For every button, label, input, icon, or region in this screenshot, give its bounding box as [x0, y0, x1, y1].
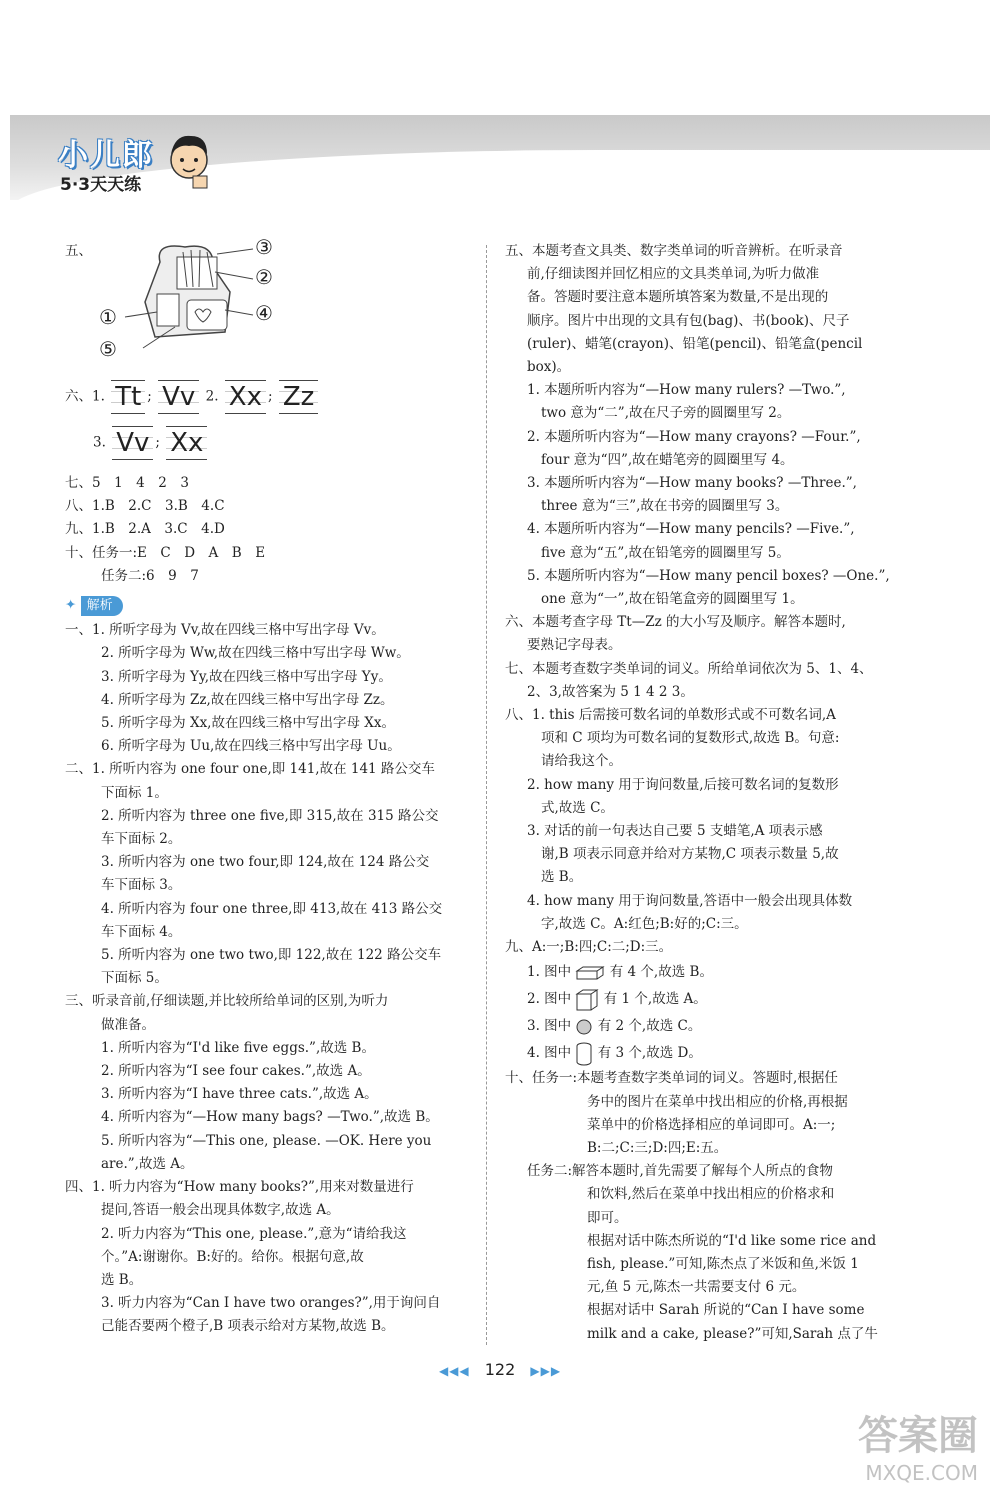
answer-10-task2: 任务二:6 9 7 [101, 567, 199, 584]
left-column [65, 235, 475, 1339]
watermark [858, 1404, 978, 1485]
next-arrows-icon: ▶▶▶ [530, 1364, 562, 1378]
analysis-line: 选 B。 [541, 869, 583, 886]
letter-Vv: Vv [158, 380, 199, 414]
analysis-line: 要熟记字母表。 [527, 637, 622, 654]
bulb-icon: ✦ [65, 597, 77, 614]
shape-item-pre: 2. 图中 [527, 991, 572, 1008]
analysis-line: 元,鱼 5 元,陈杰一共需要支付 6 元。 [587, 1279, 806, 1296]
separator: ; [155, 434, 160, 451]
analysis-line: 提问,答语一般会出现具体数字,故选 A。 [101, 1202, 340, 1219]
analysis-line: 下面标 1。 [101, 784, 168, 801]
analysis-line: two 意为“二”,故在尺子旁的圆圈里写 2。 [541, 405, 791, 422]
analysis-line: 下面标 5。 [101, 970, 168, 987]
callout-2: ② [255, 265, 273, 289]
analysis-line: 3. 所听内容为 one two four,即 124,故在 124 路公交 [101, 854, 430, 871]
analysis-line: 十、任务一:本题考查数字类单词的词义。答题时,根据任 [505, 1070, 838, 1087]
cylinder-icon [575, 1042, 593, 1066]
analysis-line: fish, please.”可知,陈杰点了米饭和鱼,米饭 1 [587, 1255, 859, 1272]
analysis-line: 七、本题考查数字类单词的词义。所给单词依次为 5、1、4、 [505, 660, 873, 677]
callout-1: ① [99, 305, 117, 329]
analysis-line: 5. 所听内容为“—This one, please. —OK. Here you [101, 1132, 432, 1149]
analysis-line: 4. 所听字母为 Zz,故在四线三格中写出字母 Zz。 [101, 691, 394, 708]
analysis-line: 和饮料,然后在菜单中找出相应的价格求和 [587, 1186, 835, 1203]
letter-Xx-2: Xx [166, 426, 207, 460]
separator: ; [147, 388, 152, 405]
analysis-line: 车下面标 4。 [101, 923, 182, 940]
analysis-line: 2. 所听内容为“I see four cakes.”,故选 A。 [101, 1063, 371, 1080]
analysis-label: 解析 [81, 596, 123, 616]
analysis-line: 项和 C 项均为可数名词的复数形式,故选 B。句意: [541, 730, 840, 747]
callout-5: ⑤ [99, 337, 117, 361]
analysis-header [65, 594, 475, 617]
section-6-label: 六、1. [65, 388, 105, 405]
analysis-line: 六、本题考查字母 Tt—Zz 的大小写及顺序。解答本题时, [505, 614, 846, 631]
analysis-line: 谢,B 项表示同意并给对方某物,C 项表示数量 5,故 [541, 846, 839, 863]
shape-item [505, 1013, 905, 1040]
analysis-line: 2. how many 用于询问数量,后接可数名词的复数形 [527, 776, 839, 793]
analysis-line: 2. 所听字母为 Ww,故在四线三格中写出字母 Ww。 [101, 645, 410, 662]
analysis-line: five 意为“五”,故在铅笔旁的圆圈里写 5。 [541, 544, 790, 561]
analysis-line: 三、听录音前,仔细读题,并比较所给单词的区别,为听力 [65, 993, 389, 1010]
analysis-line: milk and a cake, please?”可知,Sarah 点了牛 [587, 1325, 878, 1342]
watermark-brand: 答案圈 [858, 1413, 978, 1459]
analysis-line: 己能否要两个橙子,B 项表示给对方某物,故选 B。 [101, 1318, 395, 1335]
analysis-line: three 意为“三”,故在书旁的圆圈里写 3。 [541, 498, 789, 515]
analysis-line: 2. 本题所听内容为“—How many crayons? —Four.”, [527, 428, 861, 445]
letter-Tt: Tt [111, 380, 145, 414]
sphere-icon [575, 1018, 593, 1036]
analysis-line: 4. 所听内容为 four one three,即 413,故在 413 路公交 [101, 900, 443, 917]
analysis-line: 请给我这个。 [541, 753, 622, 770]
logo-title: 小儿郎 [58, 138, 154, 173]
item-3-label: 3. [93, 434, 106, 451]
shape-item [505, 986, 905, 1013]
letter-Xx: Xx [225, 380, 266, 414]
analysis-line: 即可。 [587, 1209, 628, 1226]
shape-item-post: 有 3 个,故选 D。 [597, 1045, 702, 1062]
analysis-line: 顺序。图片中出现的文具有包(bag)、书(book)、尺子 [527, 312, 850, 329]
analysis-line: 1. 所听内容为“I'd like five eggs.”,故选 B。 [101, 1039, 375, 1056]
analysis-line: 1. 本题所听内容为“—How many rulers? —Two.”, [527, 382, 846, 399]
column-divider [486, 245, 487, 1345]
analysis-line: 3. 听力内容为“Can I have two oranges?”,用于询问自 [101, 1295, 441, 1312]
analysis-line: 2. 所听内容为 three one five,即 315,故在 315 路公交 [101, 807, 439, 824]
analysis-line: 根据对话中 Sarah 所说的“Can I have some [587, 1302, 865, 1319]
shape-item [505, 959, 905, 986]
logo-subtitle: 5·3天天练 [60, 175, 142, 195]
item-2-label: 2. [205, 388, 219, 405]
analysis-line: 任务二:解答本题时,首先需要了解每个人所点的食物 [527, 1163, 833, 1180]
analysis-line: four 意为“四”,故在蜡笔旁的圆圈里写 4。 [541, 451, 794, 468]
letter-Zz: Zz [279, 380, 318, 414]
shape-item-post: 有 4 个,故选 B。 [609, 964, 713, 981]
section-5-label: 五、 [65, 243, 92, 259]
analysis-line: 3. 本题所听内容为“—How many books? —Three.”, [527, 475, 857, 492]
analysis-line: 个。”A:谢谢你。B:好的。给你。根据句意,故 [101, 1248, 364, 1265]
analysis-line: 5. 本题所听内容为“—How many pencil boxes? —One.”, [527, 567, 890, 584]
answer-9: 九、1.B 2.A 3.C 4.D [65, 521, 225, 538]
letter-Vv-2: Vv [112, 426, 153, 460]
answer-7: 七、5 1 4 2 3 [65, 475, 189, 491]
analysis-line: B:二;C:三;D:四;E:五。 [587, 1139, 728, 1156]
analysis-line: 5. 所听字母为 Xx,故在四线三格中写出字母 Xx。 [101, 715, 395, 732]
analysis-line: are.”,故选 A。 [101, 1155, 194, 1172]
analysis-line: 五、本题考查文具类、数字类单词的听音辨析。在听录音 [505, 243, 843, 259]
analysis-line: 4. how many 用于询问数量,答语中一般会出现具体数 [527, 892, 853, 909]
analysis-line: 选 B。 [101, 1271, 143, 1288]
page-number: 122 [484, 1360, 516, 1379]
cuboid-icon [575, 965, 605, 981]
analysis-line: 一、1. 所听字母为 Vv,故在四线三格中写出字母 Vv。 [65, 622, 385, 639]
watermark-url: MXQE.COM [865, 1461, 978, 1485]
callout-4: ④ [255, 301, 273, 325]
analysis-line: 务中的图片在菜单中找出相应的价格,再根据 [587, 1093, 848, 1110]
callout-3: ③ [255, 235, 273, 259]
analysis-line: 2、3,故答案为 5 1 4 2 3。 [527, 683, 694, 700]
analysis-line: box)。 [527, 359, 571, 376]
analysis-line: 车下面标 3。 [101, 877, 182, 894]
shape-item-post: 有 1 个,故选 A。 [603, 991, 707, 1008]
analysis-line: 八、1. this 后需接可数名词的单数形式或不可数名词,A [505, 707, 836, 724]
analysis-line: 4. 本题所听内容为“—How many pencils? —Five.”, [527, 521, 855, 538]
section-6-answer-row2 [65, 426, 475, 472]
separator: ; [268, 388, 273, 405]
analysis-line: 3. 所听字母为 Yy,故在四线三格中写出字母 Yy。 [101, 668, 392, 685]
analysis-line: 车下面标 2。 [101, 831, 182, 848]
answer-10-task1: 十、任务一:E C D A B E [65, 544, 266, 561]
section-6-answer [65, 380, 475, 426]
shape-item [505, 1040, 905, 1067]
shape-item-pre: 3. 图中 [527, 1018, 572, 1035]
analysis-line: 菜单中的价格选择相应的单词即可。A:一; [587, 1116, 836, 1133]
mascot-icon [165, 128, 213, 190]
analysis-line: 九、A:一;B:四;C:二;D:三。 [505, 939, 673, 956]
analysis-line: 2. 听力内容为“This one, please.”,意为“请给我这 [101, 1225, 407, 1242]
analysis-line: 字,故选 C。A:红色;B:好的;C:三。 [541, 915, 748, 932]
analysis-line: 做准备。 [101, 1016, 155, 1033]
answer-8: 八、1.B 2.C 3.B 4.C [65, 498, 225, 515]
cube-icon [575, 988, 599, 1012]
analysis-line: 式,故选 C。 [541, 799, 614, 816]
analysis-line: 3. 对话的前一句表达自己要 5 支蜡笔,A 项表示感 [527, 823, 823, 840]
analysis-line: 根据对话中陈杰所说的“I'd like some rice and [587, 1232, 877, 1249]
shape-item-post: 有 2 个,故选 C。 [597, 1018, 702, 1035]
section-5-answer [65, 235, 475, 361]
analysis-line: 3. 所听内容为“I have three cats.”,故选 A。 [101, 1086, 378, 1103]
analysis-line: 前,仔细读图并回忆相应的文具类单词,为听力做准 [527, 266, 820, 283]
right-column [505, 240, 905, 1346]
analysis-line: 5. 所听内容为 one two two,即 122,故在 122 路公交车 [101, 947, 442, 964]
shape-item-pre: 4. 图中 [527, 1045, 572, 1062]
analysis-line: (ruler)、蜡笔(crayon)、铅笔(pencil)、铅笔盒(pencil [527, 335, 863, 352]
analysis-line: 四、1. 听力内容为“How many books?”,用来对数量进行 [65, 1179, 414, 1196]
analysis-line: 4. 所听内容为“—How many bags? —Two.”,故选 B。 [101, 1109, 439, 1126]
shape-item-pre: 1. 图中 [527, 964, 572, 981]
analysis-line: 6. 所听字母为 Uu,故在四线三格中写出字母 Uu。 [101, 738, 401, 755]
analysis-line: one 意为“一”,故在铅笔盒旁的圆圈里写 1。 [541, 591, 804, 608]
analysis-line: 备。答题时要注意本题所填答案为数量,不是出现的 [527, 289, 829, 306]
prev-arrows-icon: ◀◀◀ [438, 1364, 470, 1378]
analysis-line: 二、1. 所听内容为 one four one,即 141,故在 141 路公交车 [65, 761, 435, 778]
page-footer [0, 1360, 1000, 1379]
